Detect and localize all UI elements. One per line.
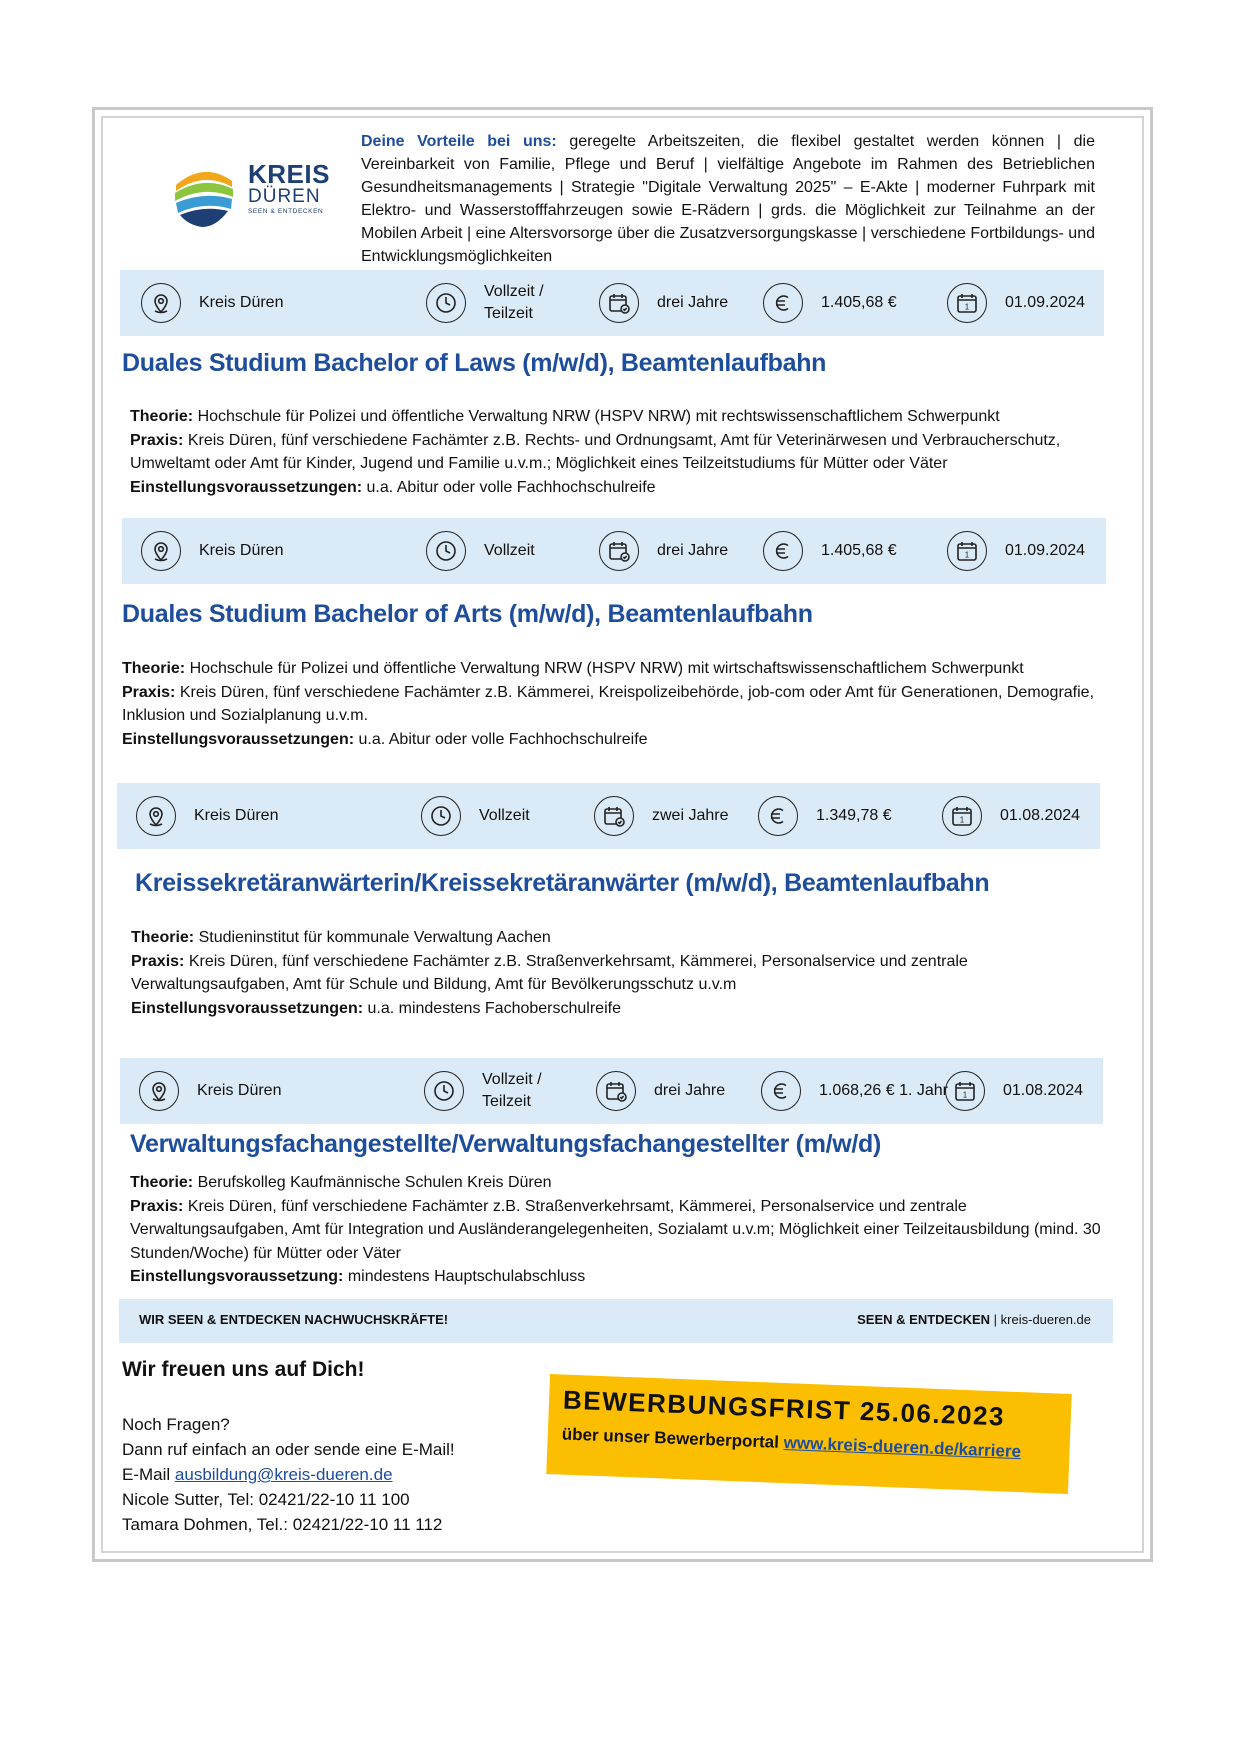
job-practice	[130, 429, 1105, 476]
info-pay-line: 1.405,68 €	[821, 294, 897, 311]
info-pay	[761, 1058, 948, 1124]
job-title: Duales Studium Bachelor of Laws (m/w/d), Beamtenlaufbahn	[122, 349, 827, 377]
job-title: Duales Studium Bachelor of Arts (m/w/d), Beamtenlaufbahn	[122, 600, 813, 628]
info-duration-line: zwei Jahre	[652, 807, 729, 824]
info-time-line: Teilzeit	[484, 305, 533, 322]
logo-word-kreis: KREIS	[248, 159, 330, 189]
info-duration-text	[657, 292, 728, 314]
info-pay-text	[816, 805, 892, 827]
job-description	[130, 405, 1105, 499]
contact-email-row	[122, 1462, 455, 1487]
info-start-line: 01.08.2024	[1003, 1082, 1084, 1099]
job-theory-label: Theorie:	[131, 929, 195, 946]
info-location-line: Kreis Düren	[199, 294, 284, 311]
svg-text:1: 1	[964, 302, 970, 312]
info-duration-text	[654, 1080, 725, 1102]
info-start-line: 01.08.2024	[1000, 807, 1081, 824]
info-start-text	[1003, 1080, 1083, 1102]
info-time-line: Teilzeit	[482, 1093, 531, 1110]
info-duration	[596, 1058, 725, 1124]
info-time-text	[484, 540, 535, 562]
info-duration	[594, 783, 728, 849]
job-requirements	[130, 476, 1105, 500]
portal-text: über unser Bewerberportal	[561, 1424, 785, 1453]
info-time-line: Vollzeit /	[484, 283, 544, 300]
job-requirements-label: Einstellungsvoraussetzungen:	[130, 478, 363, 496]
svg-text:1: 1	[964, 550, 970, 560]
info-location-text	[199, 540, 283, 562]
info-start	[942, 783, 1080, 849]
info-time-line: Vollzeit	[479, 807, 530, 824]
info-time	[424, 1058, 542, 1124]
job-requirements	[130, 1265, 1105, 1289]
euro-icon	[758, 796, 798, 836]
clock-icon	[426, 283, 466, 323]
info-time	[421, 783, 530, 849]
clock-icon	[424, 1071, 464, 1111]
footer-slogan: WIR SEEN & ENTDECKEN NACHWUCHSKRÄFTE!	[139, 1312, 449, 1327]
contact-person-1: Nicole Sutter, Tel: 02421/22-10 11 100	[122, 1490, 410, 1509]
euro-icon	[763, 283, 803, 323]
info-pay-text	[819, 1080, 948, 1102]
info-location-text	[199, 292, 283, 314]
calendar-date-icon	[947, 531, 987, 571]
logo-tagline: SEEN & ENTDECKEN	[248, 208, 324, 215]
info-duration-line: drei Jahre	[657, 294, 729, 311]
info-location-text	[194, 805, 278, 827]
job-requirements-label: Einstellungsvoraussetzung:	[130, 1268, 344, 1285]
job-practice	[130, 1195, 1105, 1266]
job-theory-value: Hochschule für Polizei und öffentliche Verwaltung NRW (HSPV NRW) mit wirtschaftswissenschaftlichem Schwerpunkt	[185, 660, 1024, 677]
svg-text:1: 1	[959, 815, 965, 825]
info-time	[426, 518, 535, 584]
info-start-line: 01.09.2024	[1005, 294, 1086, 311]
job-requirements-label: Einstellungsvoraussetzungen:	[131, 999, 364, 1017]
deadline-banner	[546, 1374, 1071, 1494]
job-practice	[131, 950, 1106, 997]
location-pin-icon	[139, 1071, 179, 1111]
job-practice	[122, 681, 1097, 728]
info-location	[136, 783, 278, 849]
benefits-body: geregelte Arbeitszeiten, die flexibel gestaltet werden können | die Vereinbarkeit von Familie, Pflege und Beruf | vielfältige Angebote im Rahmen des Betrieblichen Gesundheitsmanagements | Strategie "Digitale Verwaltung 2025" – E-Akte | moderner Fuhrpark mit Elektro- und Wasserstofffahrzeugen sowie E-Rädern | grds. die Möglichkeit zur Teilnahme an der Mobilen Arbeit | eine Altersvorsorge über die Zusatzversorgungskasse | verschiedene Fortbildungs- und Entwicklungsmöglichkeiten	[361, 133, 1095, 265]
location-pin-icon	[141, 531, 181, 571]
email-link[interactable]: ausbildung@kreis-dueren.de	[174, 1465, 393, 1484]
info-start-text	[1005, 540, 1085, 562]
info-duration-text	[657, 540, 728, 562]
job-practice-label: Praxis:	[131, 952, 185, 970]
benefits-lead: Deine Vorteile bei uns:	[361, 133, 557, 150]
contact-question: Noch Fragen?	[122, 1415, 230, 1434]
calendar-date-icon	[945, 1071, 985, 1111]
job-theory-value: Hochschule für Polizei und öffentliche Verwaltung NRW (HSPV NRW) mit rechtswissenschaftlichem Schwerpunkt	[193, 408, 1000, 425]
logo-word-dueren: DÜREN	[248, 186, 321, 207]
info-start-text	[1000, 805, 1080, 827]
info-time	[426, 270, 544, 336]
job-practice-label: Praxis:	[130, 1197, 184, 1215]
footer-brand	[857, 1312, 1091, 1327]
job-practice-value: Kreis Düren, fünf verschiedene Fachämter z.B. Straßenverkehrsamt, Kämmerei, Personalservice und zentrale Verwaltungsaufgaben, Amt für Schule und Bildung, Amt für Bevölkerungsschutz u.v.m	[131, 952, 968, 993]
info-location	[141, 270, 283, 336]
job-description	[122, 657, 1097, 751]
info-start-text	[1005, 292, 1085, 314]
job-practice-value: Kreis Düren, fünf verschiedene Fachämter z.B. Kämmerei, Kreispolizeibehörde, job-com oder Amt für Generationen, Demografie, Inklusion und Sozialplanung u.v.m.	[122, 683, 1095, 724]
job-requirements-value: u.a. Abitur oder volle Fachhochschulreife	[362, 478, 656, 496]
calendar-date-icon	[947, 283, 987, 323]
calendar-check-icon	[594, 796, 634, 836]
info-time-line: Vollzeit /	[482, 1071, 542, 1088]
footer-separator: |	[990, 1312, 1001, 1327]
info-pay	[763, 518, 897, 584]
deadline-title: BEWERBUNGSFRIST 25.06.2023	[562, 1384, 1006, 1432]
job-theory	[131, 926, 1106, 950]
info-pay-line: 1.405,68 €	[821, 542, 897, 559]
job-theory	[130, 1171, 1105, 1195]
job-info-bar	[122, 518, 1106, 584]
job-requirements-label: Einstellungsvoraussetzungen:	[122, 730, 355, 748]
info-duration-text	[652, 805, 728, 827]
info-time-line: Vollzeit	[484, 542, 535, 559]
info-location-line: Kreis Düren	[197, 1082, 282, 1099]
info-time-text	[484, 281, 544, 325]
job-requirements	[131, 997, 1106, 1021]
info-start	[947, 518, 1085, 584]
footer-site: kreis-dueren.de	[1000, 1312, 1091, 1327]
job-practice-value: Kreis Düren, fünf verschiedene Fachämter z.B. Rechts- und Ordnungsamt, Amt für Veterinärwesen und Verbraucherschutz, Umweltamt oder Amt für Kinder, Jugend und Familie u.v.m.; Möglichkeit eines Teilzeitstudiums für Mütter oder Väter	[130, 431, 1061, 472]
email-label: E-Mail	[122, 1465, 175, 1484]
job-requirements	[122, 728, 1097, 752]
info-duration-line: drei Jahre	[657, 542, 729, 559]
info-pay-text	[821, 292, 897, 314]
clock-icon	[421, 796, 461, 836]
job-theory-label: Theorie:	[130, 1174, 194, 1191]
info-pay-text	[821, 540, 897, 562]
contact-block	[122, 1412, 455, 1537]
job-practice-label: Praxis:	[122, 683, 176, 701]
contact-person-2: Tamara Dohmen, Tel.: 02421/22-10 11 112	[122, 1515, 443, 1534]
greeting: Wir freuen uns auf Dich!	[122, 1358, 365, 1381]
calendar-check-icon	[599, 531, 639, 571]
info-duration-line: drei Jahre	[654, 1082, 726, 1099]
info-location	[139, 1058, 281, 1124]
calendar-date-icon	[942, 796, 982, 836]
info-pay	[763, 270, 897, 336]
info-pay-line: 1.068,26 € 1. Jahr	[819, 1082, 948, 1099]
job-requirements-value: u.a. mindestens Fachoberschulreife	[363, 999, 621, 1017]
job-theory-label: Theorie:	[122, 660, 186, 677]
svg-text:1: 1	[962, 1090, 968, 1100]
job-practice-value: Kreis Düren, fünf verschiedene Fachämter z.B. Straßenverkehrsamt, Kämmerei, Personalservice und zentrale Verwaltungsaufgaben, Amt für Integration und Ausländerangelegenheiten, Sozialamt u.v.m; Möglichkeit einer Teilzeitausbildung (mind. 30 Stunden/Woche) für Mütter oder Väter	[130, 1197, 1101, 1262]
info-time-text	[482, 1069, 542, 1113]
info-duration	[599, 270, 728, 336]
location-pin-icon	[136, 796, 176, 836]
job-requirements-value: mindestens Hauptschulabschluss	[343, 1268, 586, 1285]
info-start-line: 01.09.2024	[1005, 542, 1086, 559]
clock-icon	[426, 531, 466, 571]
job-description	[131, 926, 1106, 1020]
info-location-line: Kreis Düren	[199, 542, 284, 559]
calendar-check-icon	[596, 1071, 636, 1111]
job-theory	[122, 657, 1097, 681]
footer-brand-name: SEEN & ENTDECKEN	[857, 1312, 991, 1327]
euro-icon	[761, 1071, 801, 1111]
job-info-bar	[120, 1058, 1103, 1124]
job-practice-label: Praxis:	[130, 431, 184, 449]
job-theory-label: Theorie:	[130, 408, 194, 425]
info-time-text	[479, 805, 530, 827]
job-description	[130, 1171, 1105, 1289]
job-info-bar	[117, 783, 1100, 849]
contact-call-to-action: Dann ruf einfach an oder sende eine E-Mail!	[122, 1440, 455, 1459]
calendar-check-icon	[599, 283, 639, 323]
job-title: Kreissekretäranwärterin/Kreissekretäranwärter (m/w/d), Beamtenlaufbahn	[135, 869, 990, 897]
footer-bar	[119, 1299, 1113, 1343]
info-location	[141, 518, 283, 584]
location-pin-icon	[141, 283, 181, 323]
info-start	[945, 1058, 1083, 1124]
euro-icon	[763, 531, 803, 571]
info-duration	[599, 518, 728, 584]
job-theory-value: Berufskolleg Kaufmännische Schulen Kreis Düren	[193, 1174, 552, 1191]
info-location-line: Kreis Düren	[194, 807, 279, 824]
info-start	[947, 270, 1085, 336]
job-requirements-value: u.a. Abitur oder volle Fachhochschulreife	[354, 730, 648, 748]
benefits-text	[361, 130, 1095, 268]
job-info-bar	[120, 270, 1104, 336]
job-title: Verwaltungsfachangestellte/Verwaltungsfachangestellter (m/w/d)	[130, 1130, 882, 1158]
info-location-text	[197, 1080, 281, 1102]
info-pay	[758, 783, 892, 849]
portal-link[interactable]: www.kreis-dueren.de/karriere	[783, 1433, 1022, 1462]
job-theory-value: Studieninstitut für kommunale Verwaltung Aachen	[194, 929, 551, 946]
info-pay-line: 1.349,78 €	[816, 807, 892, 824]
job-theory	[130, 405, 1105, 429]
